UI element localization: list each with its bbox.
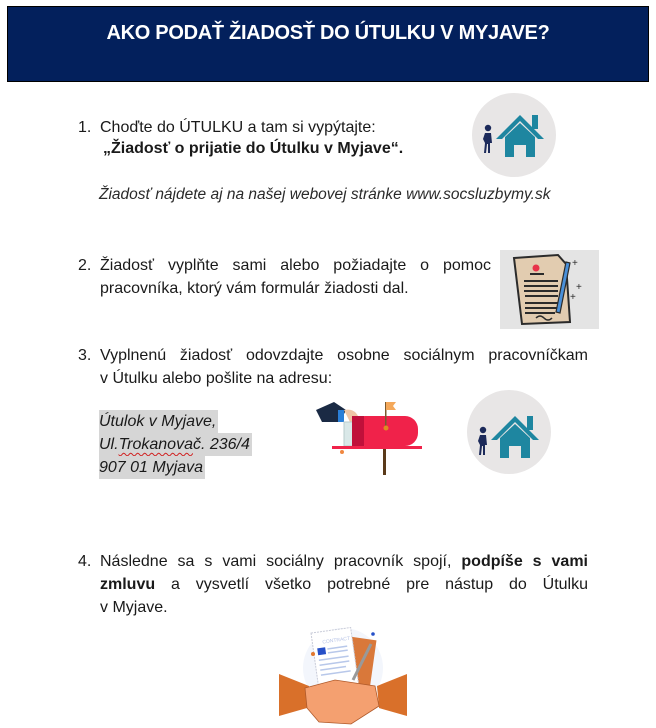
step-text: Žiadosť vyplňte sami alebo požiadajte o pomoc: [100, 257, 491, 274]
form-name: „Žiadosť o prijatie do Útulku v Myjave“.: [103, 140, 404, 157]
step-number: 3.: [78, 347, 92, 364]
header-banner: [7, 6, 649, 82]
step-text: Následne sa s vami sociálny pracovník spojí, podpíše s vami: [100, 553, 589, 570]
address-line-2: Ul.Trokanovač. 236/4: [99, 433, 252, 456]
postal-address: [99, 410, 252, 479]
address-line-3: 907 01 Myjava: [99, 456, 205, 479]
step-text: pracovníka, ktorý vám formulár žiadosti dal.: [100, 280, 409, 297]
address-line-1: Útulok v Myjave,: [99, 410, 218, 433]
mailbox-icon: [312, 398, 422, 478]
website-note: Žiadosť nájdete aj na našej webovej stránke www.socsluzbymy.sk: [99, 186, 551, 203]
step-number: 1.: [78, 119, 92, 136]
person-house-icon: [467, 390, 551, 474]
step-number: 2.: [78, 257, 92, 274]
street-name: Trokanova: [119, 433, 193, 456]
person-house-icon: [472, 93, 556, 177]
step-text: zmluvu a vysvetlí všetko potrebné pre nástup do Útulku: [100, 576, 588, 593]
svg-text:+: +: [570, 292, 576, 303]
step-text: Choďte do ÚTULKU a tam si vypýtajte:: [100, 119, 376, 136]
page-title: AKO PODAŤ ŽIADOSŤ DO ÚTULKU V MYJAVE?: [106, 22, 550, 44]
step-text: v Útulku alebo pošlite na adresu:: [100, 370, 333, 387]
step-text: v Myjave.: [100, 599, 168, 616]
svg-text:+: +: [576, 282, 582, 293]
document-pen-icon: [500, 250, 599, 329]
svg-text:CONTRACT: CONTRACT: [322, 635, 351, 646]
handshake-contract-icon: [279, 624, 407, 728]
step-text: Vyplnenú žiadosť odovzdajte osobne sociálnym pracovníčkam: [100, 347, 588, 364]
step-number: 4.: [78, 553, 92, 570]
svg-text:+: +: [572, 258, 578, 269]
